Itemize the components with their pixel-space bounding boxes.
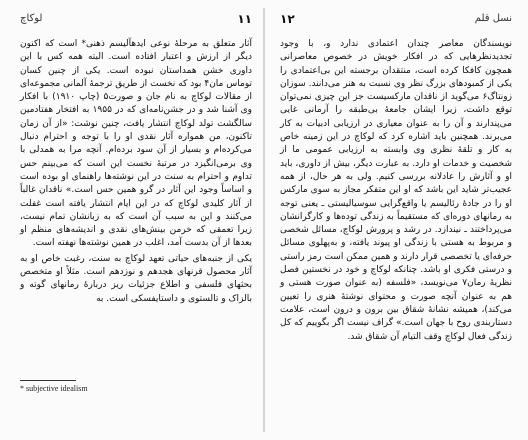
footnote-rule bbox=[20, 380, 76, 381]
right-running-title: نسل قلم bbox=[474, 13, 512, 24]
left-paragraph-2: یکی از جنبه‌های حیاتی تعهد لوکاچ به سنت، رغبت خاص او به آثار محصول قرنهای هجدهم و نوزدهم است. مثلاً او متخصص بحثهای فلسفی و اطلاع جزئیات ریز دربارهٔ رمانهای گوته و بالزاک و تالستوی و داستایفسکی است. به bbox=[20, 253, 252, 304]
left-footnote: * subjective idealism bbox=[20, 384, 88, 393]
left-page-number: ۱۱ bbox=[237, 12, 252, 26]
right-page-body bbox=[280, 38, 512, 430]
left-paragraph-1: آثار متعلق به مرحلهٔ نوعی ایدهآلیسم ذهنی* است که اکنون دیگر از ارزش و اعتبار افتاده است. البته همه کس با این داوری خشن همداستان نبوده است. یکی از چنین کسان توماس مان۴ بود که نخست از طریق ترجمهٔ آلمانی مجموعه‌ای از مقالات لوکاچ به نام جان و صورت۵ (چاپ ۱۹۱۰) با افکار وی آشنا شد و در جشن‌نامه‌ای که در ۱۹۵۵ به افتخار هفتادمین سالگشت تولد لوکاچ انتشار یافت، چنین نوشت: «از آن زمان تاکنون، من همواره آثار نقدی او را با توجه و احترام دنبال می‌کرده‌ام و بسیار از آن سود برده‌ام. آنچه مرا به همدلی با وی برمی‌انگیزد در مرتبهٔ نخست این است که می‌بینم حس تداوم و احترام به سنت در این نوشته‌ها راهنمای او بوده است و اساساً وجود این آثار در گرو همین حس است.» ناقدان غالباً از آثار کلیدی لوکاچ که در این ایام انتشار یافته است غفلت می‌کنند و این به سبب آن است که به زبانشان تمام نیست، زیرا تعمقی که خرمن بینش‌های نقدی و اندیشه‌های منظم او بعدها از آن بدست آمد، اغلب در همین نوشته‌ها نهفته است. bbox=[20, 39, 253, 249]
right-page-number: ۱۲ bbox=[280, 12, 295, 26]
left-running-title: لوکاچ bbox=[20, 13, 43, 24]
left-page-header bbox=[20, 10, 252, 32]
right-page bbox=[280, 10, 512, 430]
right-paragraph-1: نویسندگان معاصر چندان اعتمادی ندارد و، با وجود تجدیدنظرهایی که در افکار خویش در خصوص معاصرانی همچون کافکا کرده است، منتقدان برجسته این بی‌اعتمادی را یکی از کمبودهای بزرگ نظر وی نسبت به هنر می‌دانند. سوزان زونتاگ۶ می‌گوید از ناقدان مارکسیست جز این چیزی نمی‌توان توقع داشت، زیرا ایشان جامعهٔ بی‌طبقه را آرمانی غایی می‌پندارند و آن را به عنوان معیاری در ارزیابی ادبیات به کار می‌برند. همچنین باید اشاره کرد که لوکاچ در این زمینه خاص به کار و تلقهٔ نظری وی وابسته به ارزیابی عمومی ما از شخصیت و خدمات او دارد. به عبارت دیگر، بیش از داوری، باید او و آثارش را عادلانه بررسی کنیم. ولی به هر حال، از همه عجیب‌تر شاید این باشد که او این متفکر مجاز به سوی مارکس او را در جادهٔ رئالیسم یا واقع‌گرایی سوسیالیستی ـ یعنی توجه به رمانهای دوره‌ای که مستقیماً به زندگی توده‌ها و کارگرانشان می‌پرداختند ـ نیندازد. در رشد و پرورش لوکاچ، مسائل شخصی و مربوط به هستی با زندگی او پیوند یافته، و به‌پهلوی مسائل حرفه‌ای یا تخصصی قرار دارند و همین ممکن است رمز راستی و درستی فکری او باشد. چنانکه لوکاچ و خود در نخستین فصل نظریهٔ رمان۷ می‌نویسد، «فلسفه (به عنوان صورت هستی و هم به عنوان آنچه صورت و محتوای نوشتهٔ هنری را تعیین می‌کند)، همیشه نشانهٔ شقاق بین برون و درون است، علامت دستاربندی روح با جهان است.» گراف نیست اگر بگوییم که کل زندگی فعال لوکاچ وقف التیام آن شقاق شد. bbox=[279, 39, 512, 342]
gutter-divider bbox=[263, 8, 265, 432]
left-page bbox=[20, 10, 252, 430]
right-page-header bbox=[280, 10, 512, 32]
left-page-body bbox=[20, 38, 252, 430]
